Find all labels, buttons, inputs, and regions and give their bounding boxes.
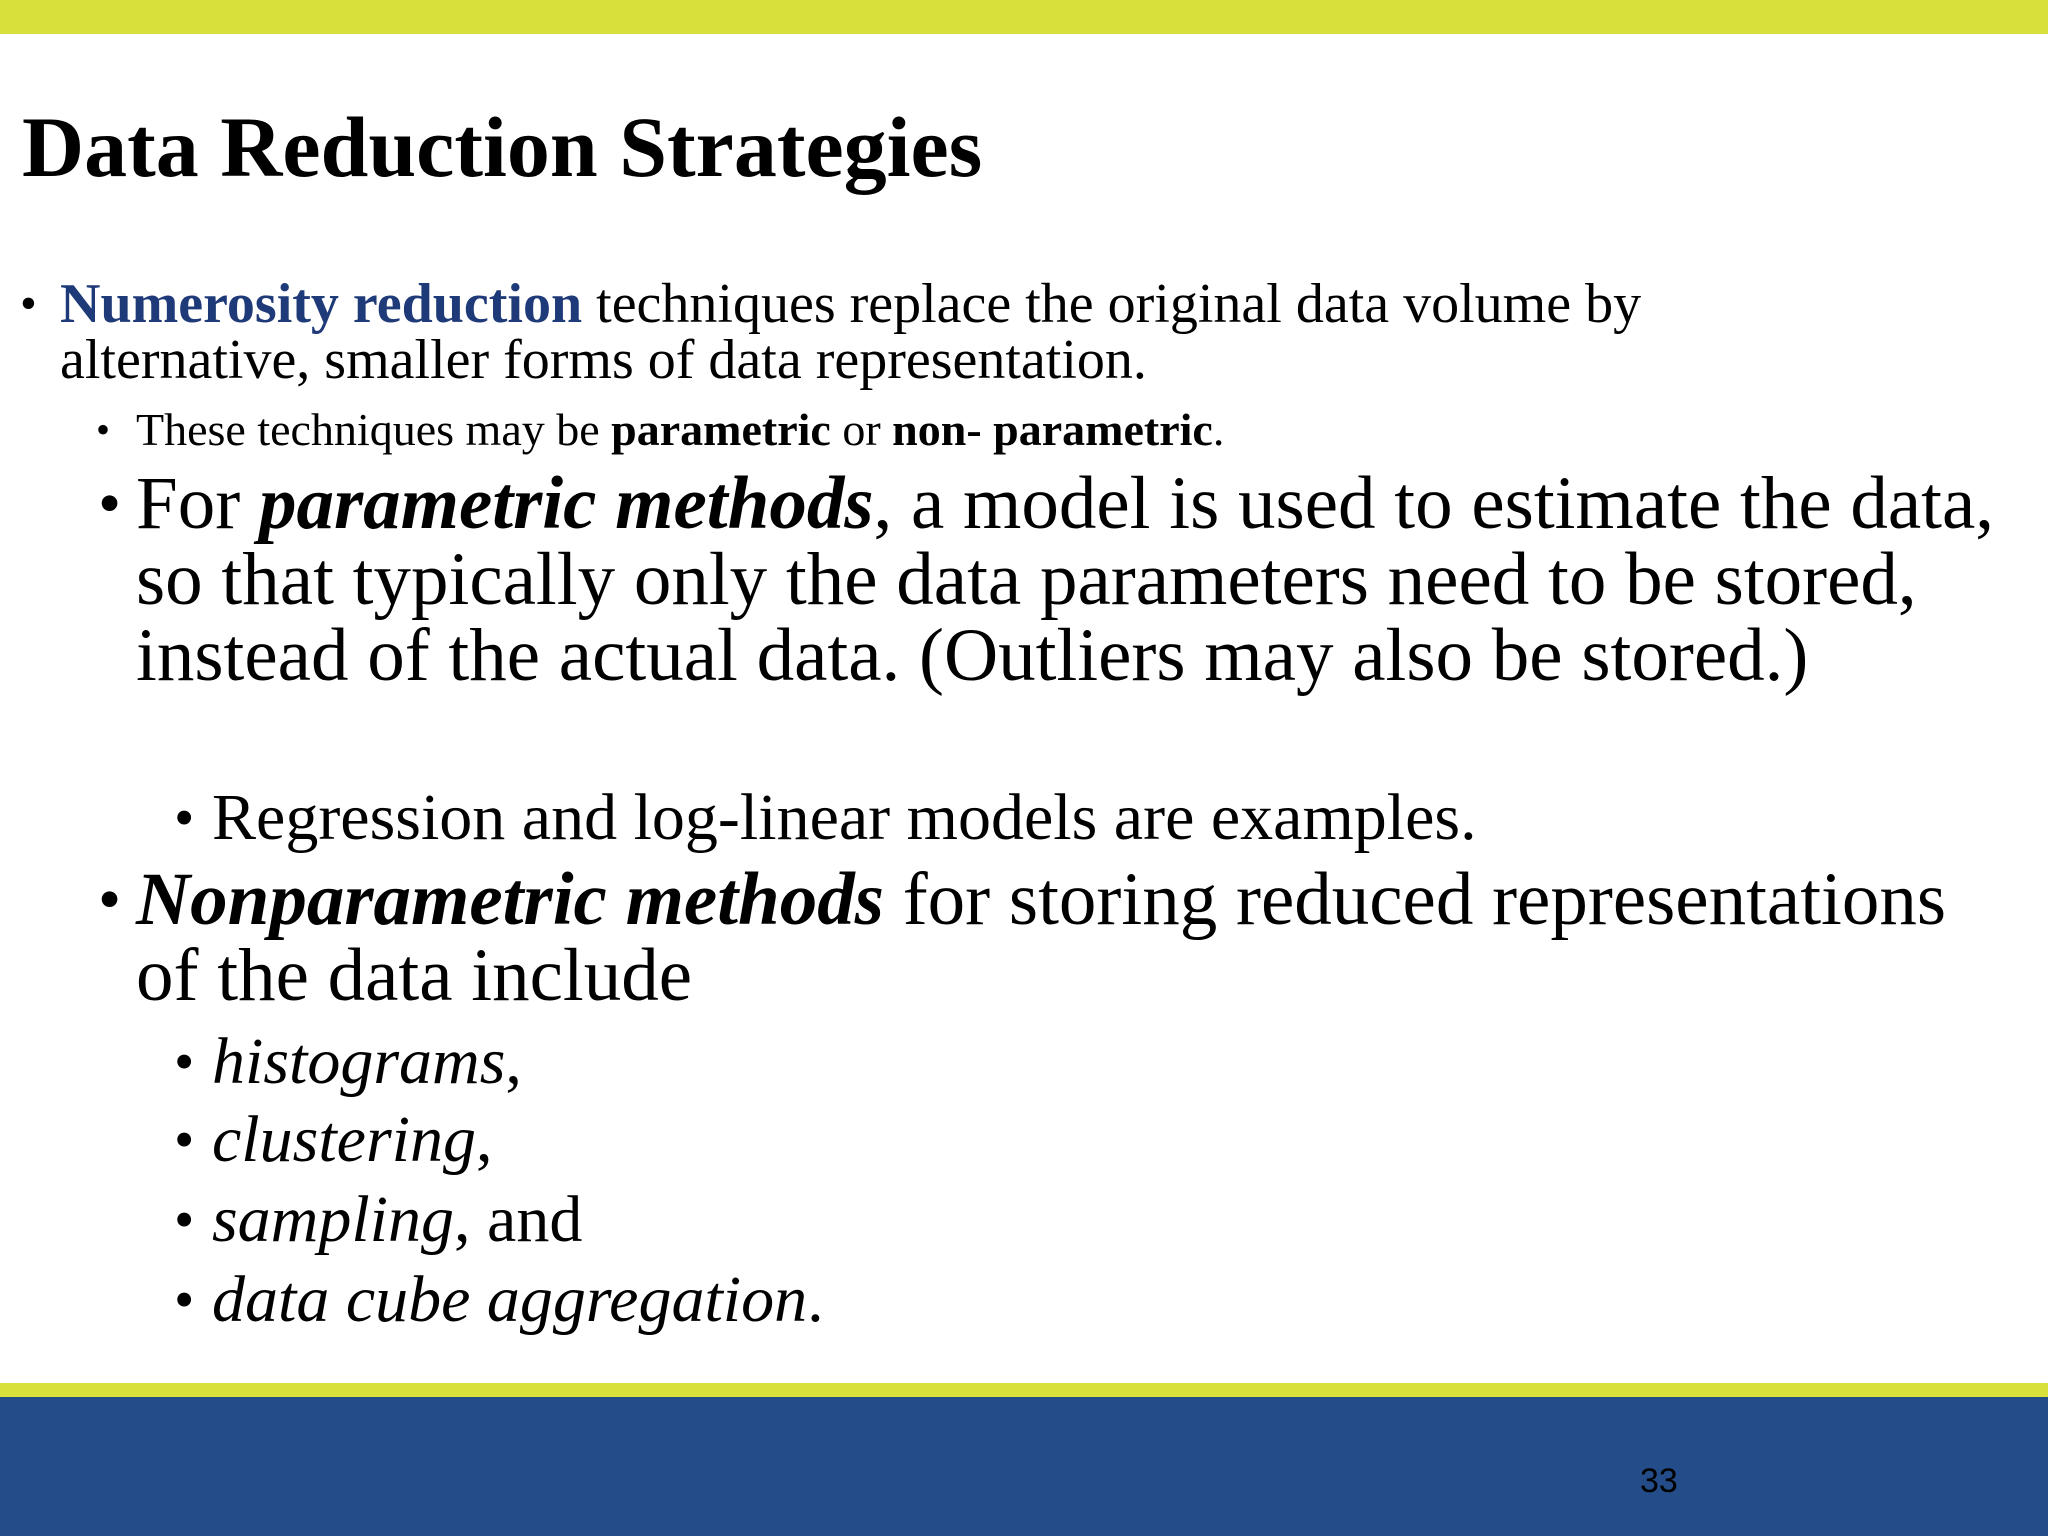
bullet-text [98, 858, 1998, 1017]
bullet-dot-icon: • [96, 407, 111, 452]
bullet-text: Regression and log-linear models are examples. [212, 781, 1477, 854]
parametric-term: parametric [611, 404, 831, 455]
method-term: histograms [212, 1025, 506, 1098]
bullet-dot-icon: • [98, 467, 122, 540]
techniques-or: or [830, 404, 893, 455]
bullet-dot-icon: • [174, 1029, 195, 1094]
bullet-parametric-methods [98, 462, 1998, 697]
page-number: 33 [1640, 1462, 1678, 1500]
bullet-dot-icon: • [174, 1107, 195, 1172]
techniques-prefix: These techniques may be [136, 404, 612, 455]
bullet-dot-icon: • [98, 863, 122, 936]
numerosity-term: Numerosity reduction [60, 273, 583, 335]
bullet-dot-icon: • [20, 277, 37, 330]
method-term: clustering [212, 1103, 476, 1176]
bullet-nonparametric-methods [98, 858, 1998, 1017]
numerosity-description: techniques replace the original data volume by alternative, smaller forms of data representation. [60, 273, 1642, 391]
parametric-description: , a model is used to estimate the data, so that typically only the data parameters need to be stored, instead of the actual data. (Outliers may also be stored.) [136, 462, 1995, 697]
bullet-clustering [174, 1102, 492, 1178]
bullet-histograms [174, 1024, 522, 1100]
method-term: sampling [212, 1183, 455, 1256]
method-suffix: . [807, 1263, 824, 1336]
bullet-regression-examples [174, 780, 1477, 856]
nonparametric-description: for storing reduced representations of the data include [136, 858, 1947, 1017]
footer-band [0, 1397, 2048, 1536]
bullet-text [96, 404, 1224, 456]
bullet-numerosity-reduction [20, 273, 1820, 391]
footer-accent-stripe [0, 1383, 2048, 1397]
bullet-text [174, 1024, 522, 1100]
bullet-sampling [174, 1182, 582, 1258]
method-suffix: , [475, 1103, 493, 1176]
techniques-suffix: . [1212, 404, 1225, 455]
bullet-text [174, 1102, 492, 1178]
method-suffix: , and [454, 1183, 583, 1256]
parametric-prefix: For [136, 462, 259, 545]
bullet-text [174, 1262, 824, 1338]
bullet-data-cube-aggregation [174, 1262, 824, 1338]
method-term: data cube aggregation [212, 1263, 808, 1336]
bullet-techniques [96, 404, 1224, 456]
non-parametric-term: non- parametric [892, 404, 1213, 455]
top-accent-bar [0, 0, 2048, 34]
nonparametric-methods-term: Nonparametric methods [136, 858, 884, 941]
bullet-dot-icon: • [174, 1187, 195, 1252]
slide-title: Data Reduction Strategies [22, 99, 983, 195]
bullet-text [20, 273, 1820, 391]
bullet-dot-icon: • [174, 1267, 195, 1332]
method-suffix: , [505, 1025, 522, 1098]
bullet-dot-icon: • [174, 785, 195, 850]
bullet-text [98, 462, 1998, 697]
bullet-text [174, 1182, 582, 1258]
parametric-methods-term: parametric methods [258, 462, 874, 545]
